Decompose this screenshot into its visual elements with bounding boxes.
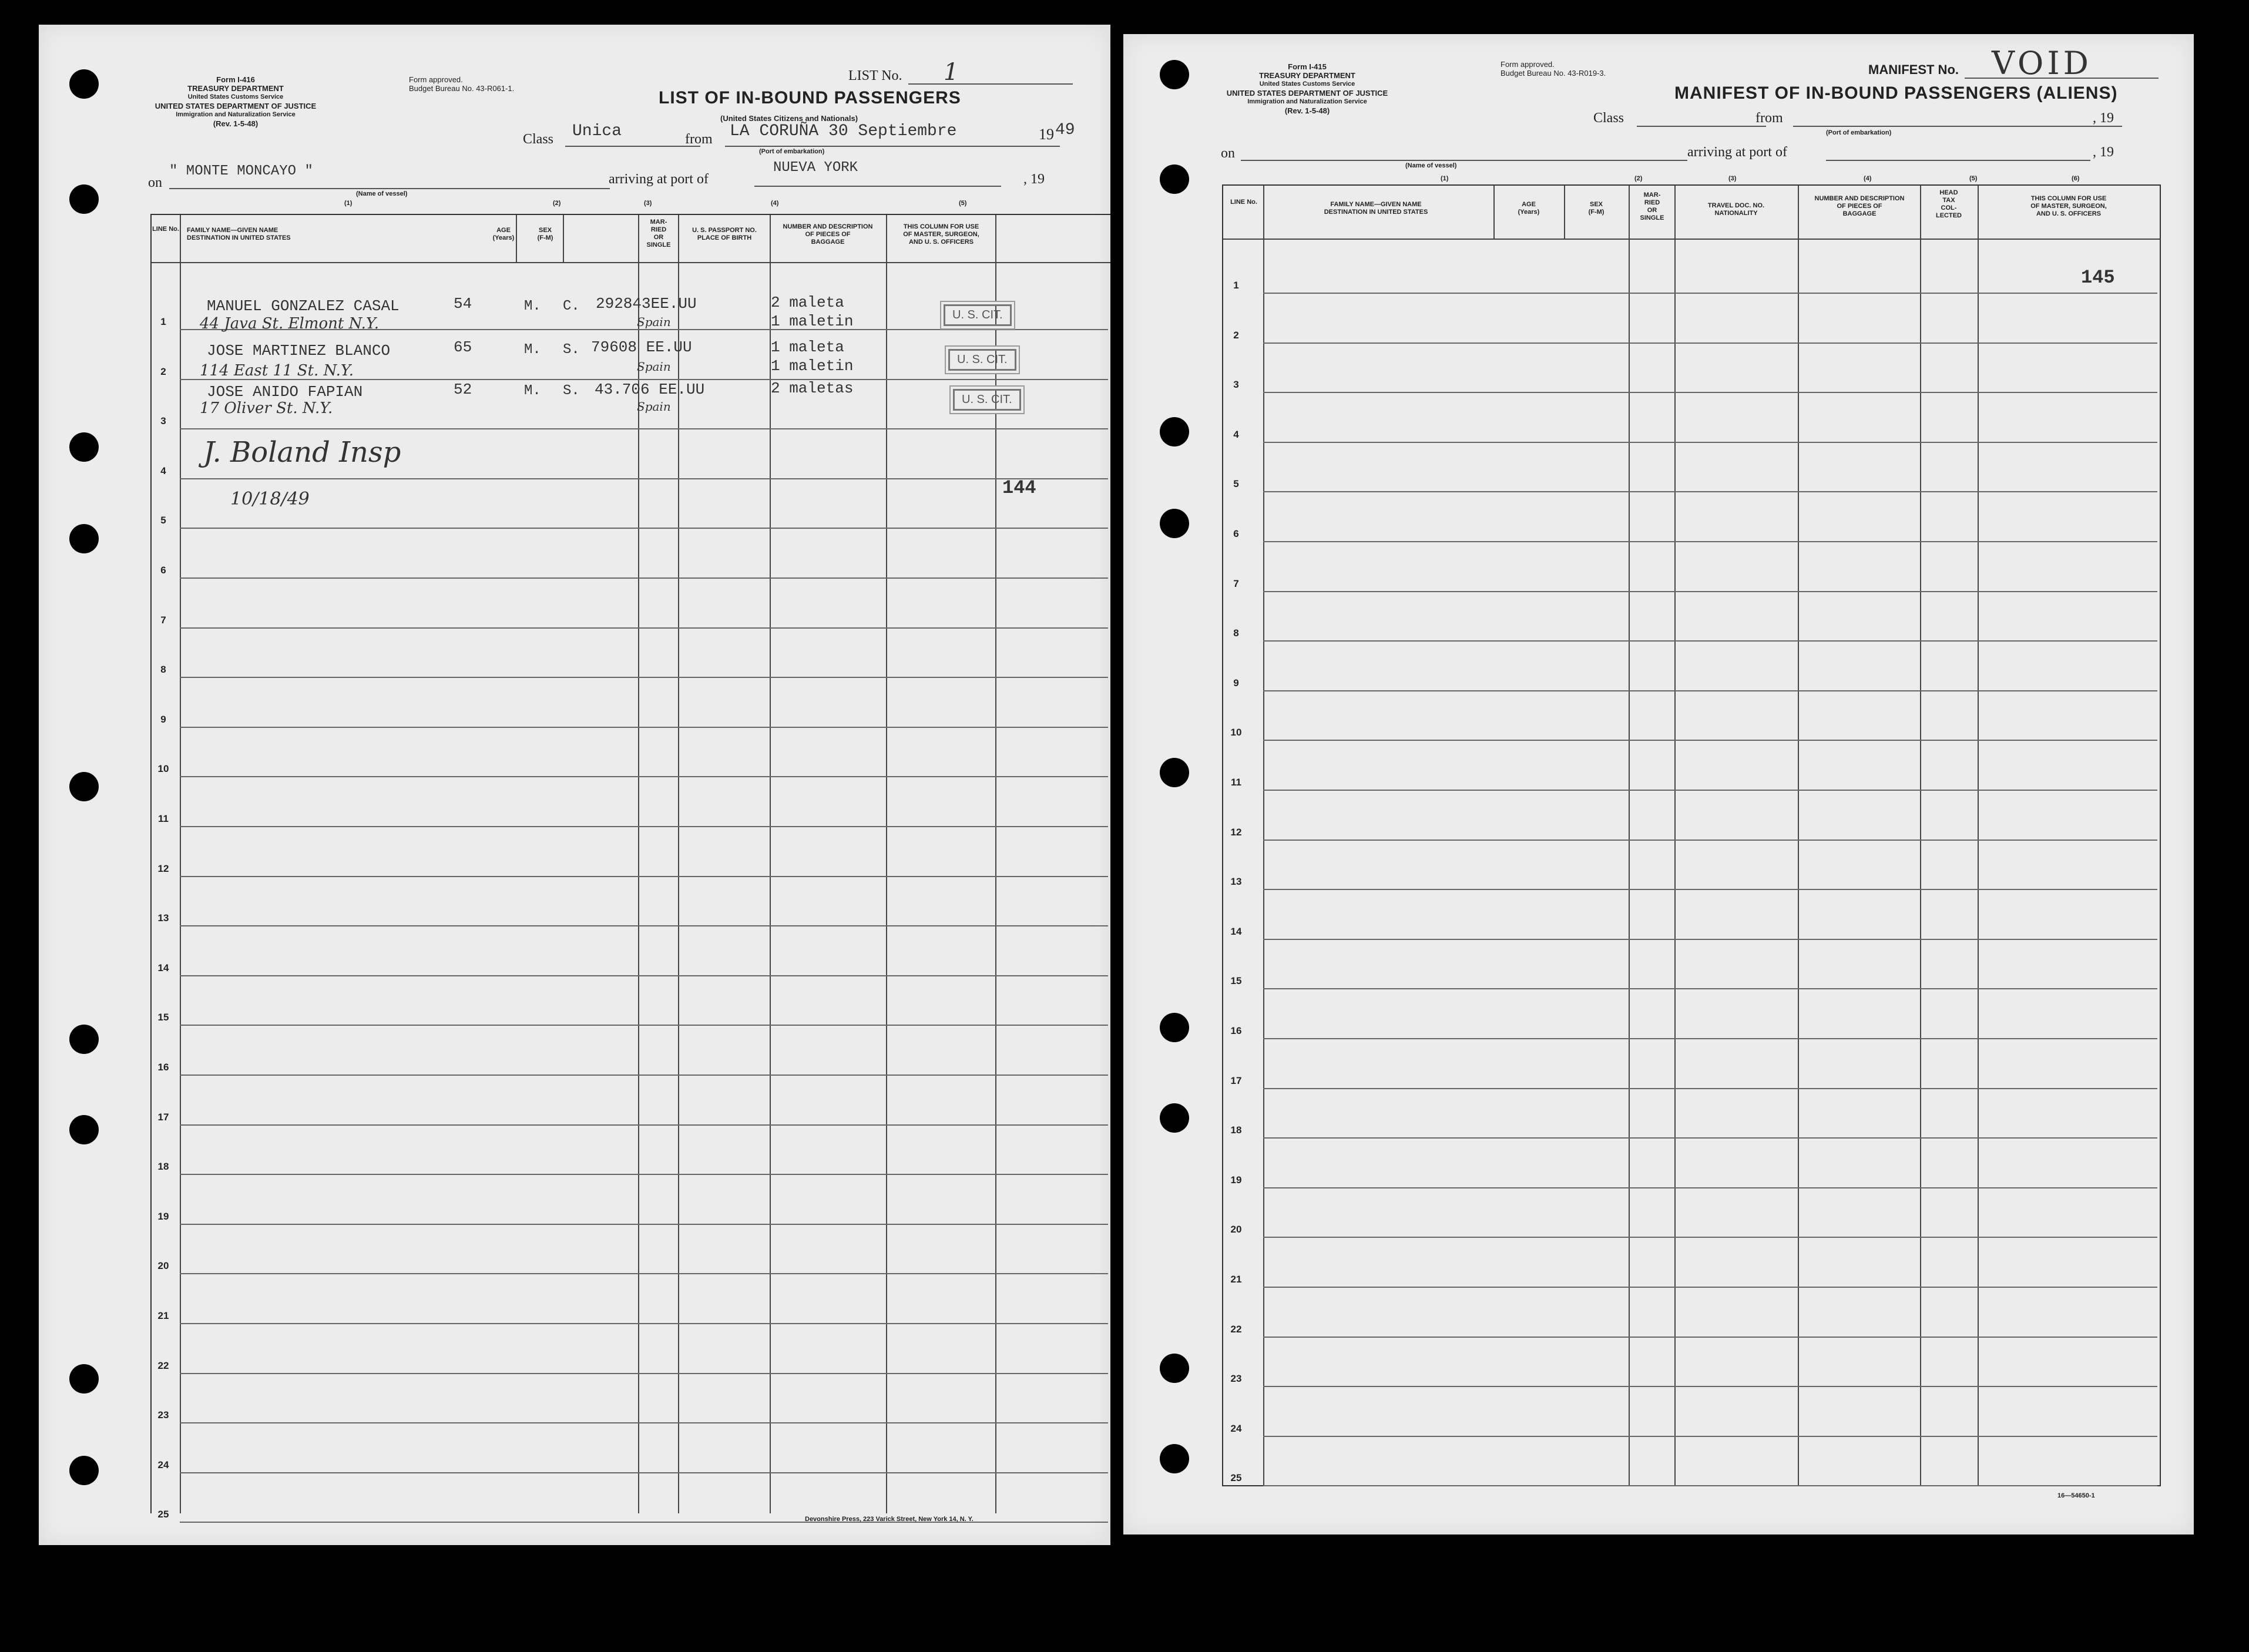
col-rule bbox=[1629, 186, 1630, 1485]
row-number: 12 bbox=[1230, 826, 1242, 838]
row-rule bbox=[1263, 840, 2157, 841]
passenger-3-married: S. bbox=[563, 383, 580, 399]
form-approval bbox=[1501, 60, 1606, 78]
page-subtitle: (United States Citizens and Nationals) bbox=[720, 114, 858, 123]
binder-hole bbox=[69, 432, 99, 462]
header-age: AGE (Years) bbox=[1518, 201, 1540, 216]
col-num: (2) bbox=[553, 200, 561, 207]
row-number: 1 bbox=[1233, 280, 1239, 291]
col-num: (3) bbox=[644, 200, 652, 207]
form-approved: Form approved. bbox=[409, 75, 463, 84]
row-number: 20 bbox=[157, 1260, 169, 1272]
header-sex: SEX (F-M) bbox=[1588, 201, 1604, 216]
row-number: 14 bbox=[1230, 925, 1242, 937]
row-rule bbox=[180, 1373, 1108, 1374]
binder-hole bbox=[69, 1364, 99, 1394]
row-rule bbox=[180, 478, 1108, 479]
header-baggage: NUMBER AND DESCRIPTION OF PIECES OF BAGGAGE bbox=[1814, 195, 1905, 217]
row-rule bbox=[1263, 442, 2157, 443]
form-id: Form I-415 bbox=[1288, 62, 1327, 71]
page-title: LIST OF IN-BOUND PASSENGERS bbox=[659, 88, 961, 108]
row-rule bbox=[180, 1025, 1108, 1026]
row-number: 8 bbox=[1233, 627, 1239, 639]
col-rule bbox=[1674, 186, 1676, 1485]
row-rule bbox=[180, 925, 1108, 926]
header-name: FAMILY NAME—GIVEN NAME DESTINATION IN UNITED STATES bbox=[1324, 201, 1428, 216]
row-number: 7 bbox=[1233, 577, 1239, 589]
port-embarkation-label: (Port of embarkation) bbox=[759, 148, 825, 155]
row-number: 14 bbox=[157, 962, 169, 973]
binder-hole bbox=[1160, 1444, 1189, 1473]
form-agency-block bbox=[139, 75, 333, 128]
passenger-1-sex: M. bbox=[524, 298, 541, 314]
row-rule bbox=[1263, 293, 2157, 294]
year-prefix: 19 bbox=[1039, 126, 1054, 143]
row-rule bbox=[1263, 392, 2157, 393]
row-number: 24 bbox=[1230, 1422, 1242, 1434]
passenger-1-citizen-stamp: U. S. CIT. bbox=[944, 304, 1012, 326]
header-officers: THIS COLUMN FOR USE OF MASTER, SURGEON, AND U. S. OFFICERS bbox=[903, 223, 979, 246]
passenger-1-bag2: 1 maletin bbox=[771, 313, 854, 330]
row-number: 18 bbox=[157, 1161, 169, 1173]
col-rule-age bbox=[516, 215, 517, 262]
row-number: 10 bbox=[1230, 727, 1242, 738]
class-label: Class bbox=[523, 132, 554, 147]
passenger-1-dest: 44 Java St. Elmont N.Y. bbox=[200, 315, 380, 333]
row-rule bbox=[180, 1224, 1108, 1225]
page-number: 145 bbox=[2081, 267, 2115, 288]
row-rule bbox=[1263, 591, 2157, 592]
passenger-1-married: C. bbox=[563, 298, 580, 314]
row-number: 13 bbox=[157, 912, 169, 924]
row-number: 22 bbox=[1230, 1323, 1242, 1335]
row-number: 19 bbox=[157, 1210, 169, 1222]
immigration-service: Immigration and Naturalization Service bbox=[176, 111, 296, 118]
row-rule bbox=[1263, 889, 2157, 890]
vessel-value: " MONTE MONCAYO " bbox=[169, 163, 313, 179]
row-rule bbox=[180, 727, 1108, 728]
col-rule bbox=[1920, 186, 1921, 1485]
col-num: (4) bbox=[771, 200, 779, 207]
passenger-3-dest: 17 Oliver St. N.Y. bbox=[200, 399, 333, 417]
passenger-2-birth: Spain bbox=[637, 360, 671, 374]
row-rule bbox=[1263, 1337, 2157, 1338]
col-num: (5) bbox=[959, 200, 967, 207]
form-approval bbox=[409, 75, 514, 93]
page-title: MANIFEST OF IN-BOUND PASSENGERS (ALIENS) bbox=[1674, 83, 2118, 103]
list-no-label: LIST No. bbox=[848, 68, 902, 83]
row-number: 25 bbox=[1230, 1472, 1242, 1484]
row-rule bbox=[1263, 1038, 2157, 1039]
row-number: 20 bbox=[1230, 1224, 1242, 1235]
from-label: from bbox=[1755, 110, 1783, 126]
col-rule bbox=[678, 215, 679, 1513]
row-number: 11 bbox=[158, 813, 169, 824]
row-number: 1 bbox=[160, 316, 166, 327]
row-rule bbox=[180, 876, 1108, 877]
row-number: 4 bbox=[1233, 428, 1239, 440]
arriving-label: arriving at port of bbox=[609, 172, 709, 187]
binder-hole bbox=[69, 184, 99, 214]
row-number: 3 bbox=[160, 415, 166, 427]
header-rule bbox=[1223, 239, 2160, 240]
row-number: 16 bbox=[157, 1062, 169, 1073]
on-label: on bbox=[148, 175, 162, 190]
col-num: (5) bbox=[1969, 175, 1978, 182]
arriving-line bbox=[1826, 160, 2090, 161]
manifest-no-label: MANIFEST No. bbox=[1868, 62, 1959, 77]
revision: (Rev. 1-5-48) bbox=[213, 119, 259, 128]
binder-hole bbox=[1160, 758, 1189, 787]
header-name: FAMILY NAME—GIVEN NAME DESTINATION IN UNITED STATES bbox=[187, 227, 291, 241]
row-number: 9 bbox=[1233, 677, 1239, 689]
row-number: 9 bbox=[160, 713, 166, 725]
year2-label: , 19 bbox=[2093, 145, 2114, 160]
col-num: (2) bbox=[1634, 175, 1643, 182]
row-number: 4 bbox=[160, 465, 166, 476]
row-rule bbox=[180, 975, 1108, 976]
row-number: 13 bbox=[1230, 876, 1242, 888]
row-rule bbox=[180, 677, 1108, 678]
row-rule bbox=[1263, 1088, 2157, 1089]
arriving-line bbox=[754, 186, 1001, 187]
header-line-no: LINE No. bbox=[1230, 199, 1257, 206]
passenger-1-passport: 292843EE.UU bbox=[596, 295, 697, 313]
row-number: 17 bbox=[1230, 1075, 1242, 1086]
class-label: Class bbox=[1593, 110, 1624, 126]
passenger-3-passport: 43.706 EE.UU bbox=[595, 381, 705, 398]
binder-hole bbox=[1160, 1103, 1189, 1133]
vessel-name-label: (Name of vessel) bbox=[1405, 162, 1457, 169]
immigration-service: Immigration and Naturalization Service bbox=[1247, 98, 1367, 105]
justice-dept: UNITED STATES DEPARTMENT OF JUSTICE bbox=[1226, 89, 1388, 98]
col-rule bbox=[1978, 186, 1979, 1485]
binder-hole bbox=[69, 1456, 99, 1485]
header-sex: SEX (F-M) bbox=[537, 227, 553, 241]
binder-hole bbox=[69, 772, 99, 801]
col-rule bbox=[886, 215, 887, 1513]
class-value: Unica bbox=[572, 122, 622, 140]
row-rule bbox=[1263, 343, 2157, 344]
passenger-2-dest: 114 East 11 St. N.Y. bbox=[200, 362, 354, 380]
header-married: MAR- RIED OR SINGLE bbox=[1640, 192, 1664, 221]
row-number: 18 bbox=[1230, 1124, 1242, 1136]
binder-hole bbox=[1160, 60, 1189, 89]
row-number: 2 bbox=[1233, 329, 1239, 341]
vessel-line bbox=[1241, 160, 1687, 161]
row-number: 19 bbox=[1230, 1174, 1242, 1186]
header-head-tax: HEAD TAX COL- LECTED bbox=[1936, 189, 1962, 219]
header-age: AGE (Years) bbox=[492, 227, 515, 241]
row-number: 23 bbox=[1230, 1373, 1242, 1385]
treasury-dept: TREASURY DEPARTMENT bbox=[1259, 71, 1355, 80]
col-rule-sex bbox=[563, 215, 564, 262]
justice-dept: UNITED STATES DEPARTMENT OF JUSTICE bbox=[155, 102, 317, 110]
vessel-line bbox=[169, 188, 610, 189]
binder-hole bbox=[69, 69, 99, 99]
header-line-no: LINE No. bbox=[152, 226, 179, 233]
row-rule bbox=[1263, 1187, 2157, 1188]
passenger-1-bag1: 2 maleta bbox=[771, 294, 844, 311]
left-page-passenger-list bbox=[39, 25, 1110, 1545]
row-rule bbox=[1263, 988, 2157, 989]
row-number: 21 bbox=[1230, 1274, 1242, 1285]
class-line bbox=[1637, 126, 1766, 127]
manifest-void-mark: VOID bbox=[1992, 45, 2092, 82]
passenger-3-citizen-stamp: U. S. CIT. bbox=[953, 389, 1021, 411]
passenger-3-age: 52 bbox=[454, 381, 472, 398]
row-rule bbox=[1263, 541, 2157, 542]
treasury-dept: TREASURY DEPARTMENT bbox=[187, 84, 284, 93]
row-number: 2 bbox=[160, 365, 166, 377]
row-number: 15 bbox=[1230, 975, 1242, 987]
col-rule bbox=[1263, 186, 1264, 1485]
row-rule bbox=[180, 1472, 1108, 1473]
row-rule bbox=[180, 577, 1108, 579]
from-line bbox=[725, 146, 1060, 147]
binder-hole bbox=[1160, 509, 1189, 538]
row-rule bbox=[180, 826, 1108, 827]
row-number: 8 bbox=[160, 664, 166, 676]
row-rule bbox=[180, 1273, 1108, 1274]
class-line bbox=[565, 146, 700, 147]
binder-hole bbox=[1160, 1013, 1189, 1042]
arriving-label: arriving at port of bbox=[1687, 145, 1787, 160]
passenger-2-bag1: 1 maleta bbox=[771, 338, 844, 356]
binder-hole bbox=[1160, 164, 1189, 194]
passenger-1-birth: Spain bbox=[637, 315, 671, 329]
row-rule bbox=[180, 1323, 1108, 1324]
binder-hole bbox=[1160, 417, 1189, 446]
passenger-3-name: JOSE ANIDO FAPIAN bbox=[207, 383, 363, 401]
form-id: Form I-416 bbox=[216, 75, 255, 84]
passenger-2-age: 65 bbox=[454, 338, 472, 356]
port-embarkation-label: (Port of embarkation) bbox=[1826, 129, 1892, 136]
row-rule bbox=[180, 528, 1108, 529]
row-rule bbox=[1263, 1137, 2157, 1139]
form-agency-block bbox=[1210, 62, 1404, 115]
page-number: 144 bbox=[1002, 477, 1036, 499]
list-no-line bbox=[908, 83, 1073, 85]
binder-hole bbox=[69, 524, 99, 553]
customs-service: United States Customs Service bbox=[187, 93, 284, 100]
passenger-2-bag2: 1 maletin bbox=[771, 357, 854, 375]
row-number: 25 bbox=[157, 1509, 169, 1520]
header-married: MAR- RIED OR SINGLE bbox=[646, 219, 671, 249]
row-rule bbox=[1263, 1436, 2157, 1437]
col-num: (1) bbox=[344, 200, 353, 207]
on-label: on bbox=[1221, 146, 1235, 161]
revision: (Rev. 1-5-48) bbox=[1284, 106, 1330, 115]
row-rule bbox=[180, 1075, 1108, 1076]
row-rule bbox=[1263, 1287, 2157, 1288]
row-number: 10 bbox=[157, 763, 169, 775]
row-rule bbox=[1263, 939, 2157, 940]
header-rule bbox=[152, 262, 1110, 263]
binder-hole bbox=[69, 1115, 99, 1144]
binder-hole bbox=[1160, 1354, 1189, 1383]
row-number: 5 bbox=[160, 515, 166, 526]
from-line bbox=[1793, 126, 2122, 127]
row-number: 12 bbox=[157, 862, 169, 874]
row-rule bbox=[180, 1124, 1108, 1126]
row-rule bbox=[1263, 491, 2157, 492]
year2-label: , 19 bbox=[1023, 172, 1045, 187]
col-rule bbox=[1798, 186, 1799, 1485]
vessel-name-label: (Name of vessel) bbox=[356, 190, 408, 197]
row-rule bbox=[180, 1174, 1108, 1175]
row-rule bbox=[180, 627, 1108, 629]
header-travel-doc: TRAVEL DOC. NO. NATIONALITY bbox=[1707, 202, 1765, 217]
col-num: (6) bbox=[2072, 175, 2080, 182]
passenger-3-sex: M. bbox=[524, 383, 541, 399]
from-value: LA CORUÑA 30 Septiembre bbox=[730, 122, 957, 140]
col-num: (3) bbox=[1728, 175, 1737, 182]
col-rule bbox=[180, 215, 181, 1513]
form-approved: Form approved. bbox=[1501, 60, 1555, 69]
passenger-2-sex: M. bbox=[524, 342, 541, 358]
row-number: 7 bbox=[160, 614, 166, 626]
passenger-3-bag1: 2 maletas bbox=[771, 380, 854, 397]
col-num: (1) bbox=[1441, 175, 1449, 182]
header-passport: U. S. PASSPORT NO. PLACE OF BIRTH bbox=[692, 227, 757, 241]
row-number: 17 bbox=[157, 1111, 169, 1123]
row-rule bbox=[1263, 690, 2157, 691]
right-page-alien-manifest bbox=[1123, 34, 2194, 1535]
budget-bureau: Budget Bureau No. 43-R061-1. bbox=[409, 84, 515, 93]
header-baggage: NUMBER AND DESCRIPTION OF PIECES OF BAGGAGE bbox=[783, 223, 873, 246]
arriving-value: NUEVA YORK bbox=[773, 160, 858, 176]
list-no-value: 1 bbox=[944, 59, 959, 86]
form-code: 16—54650-1 bbox=[2057, 1492, 2095, 1499]
manifest-table bbox=[1222, 184, 2161, 1486]
row-number: 6 bbox=[160, 565, 166, 576]
row-rule bbox=[1263, 640, 2157, 642]
row-rule bbox=[1263, 1237, 2157, 1238]
from-label: from bbox=[685, 132, 713, 147]
passenger-2-married: S. bbox=[563, 342, 580, 358]
passenger-2-name: JOSE MARTINEZ BLANCO bbox=[207, 342, 391, 360]
row-rule bbox=[1263, 1485, 2157, 1486]
year-label: , 19 bbox=[2093, 110, 2114, 126]
col-num: (4) bbox=[1864, 175, 1872, 182]
row-number: 23 bbox=[157, 1409, 169, 1421]
row-rule bbox=[1263, 1386, 2157, 1387]
passenger-2-citizen-stamp: U. S. CIT. bbox=[948, 349, 1016, 371]
customs-service: United States Customs Service bbox=[1259, 80, 1355, 88]
row-rule bbox=[180, 1422, 1108, 1423]
signature-date: 10/18/49 bbox=[230, 489, 310, 509]
passenger-2-passport: 79608 EE.UU bbox=[591, 338, 692, 356]
row-number: 5 bbox=[1233, 478, 1239, 490]
inspector-signature: J. Boland Insp bbox=[203, 436, 401, 469]
row-number: 11 bbox=[1231, 777, 1241, 788]
row-rule bbox=[180, 776, 1108, 777]
row-number: 22 bbox=[157, 1359, 169, 1371]
row-number: 15 bbox=[157, 1012, 169, 1023]
row-rule bbox=[180, 428, 1108, 429]
budget-bureau: Budget Bureau No. 43-R019-3. bbox=[1501, 69, 1606, 78]
col-rule bbox=[770, 215, 771, 1513]
row-number: 3 bbox=[1233, 379, 1239, 391]
printer-credit: Devonshire Press, 223 Varick Street, New York 14, N. Y. bbox=[805, 1516, 974, 1523]
row-rule bbox=[1263, 740, 2157, 741]
row-number: 16 bbox=[1230, 1025, 1242, 1036]
row-rule bbox=[1263, 790, 2157, 791]
year-value: 49 bbox=[1055, 121, 1075, 139]
row-number: 6 bbox=[1233, 528, 1239, 539]
row-number: 21 bbox=[157, 1310, 169, 1321]
passenger-1-age: 54 bbox=[454, 295, 472, 313]
row-number: 24 bbox=[157, 1459, 169, 1470]
passenger-1-name: MANUEL GONZALEZ CASAL bbox=[207, 297, 400, 315]
header-officers: THIS COLUMN FOR USE OF MASTER, SURGEON, AND U. S. OFFICERS bbox=[2030, 195, 2107, 217]
passenger-3-birth: Spain bbox=[637, 399, 671, 414]
binder-hole bbox=[69, 1025, 99, 1054]
